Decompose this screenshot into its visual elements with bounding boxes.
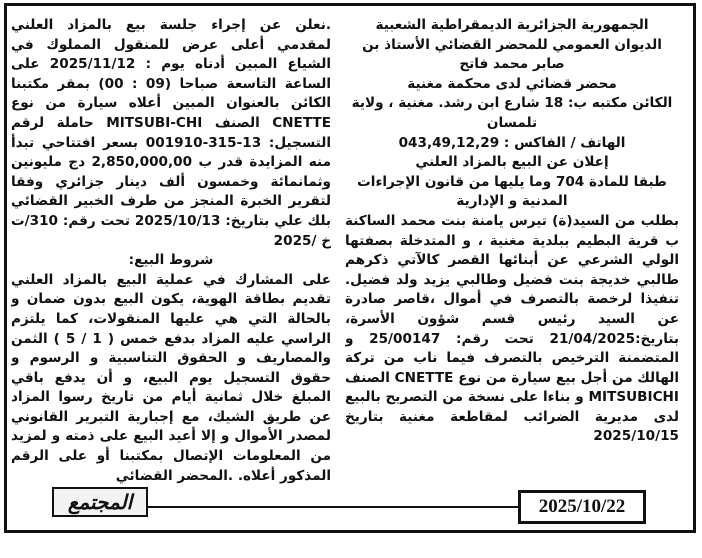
notice-body-right: بطلب من السيد(ة) تيرس يامنة بنت محمد الساكنة ب قرية البطيم ببلدية مغنية ، و المتدخلة بصفتها الولي الشرعي عن أبنائها القصر كالآتي ذكرهم طالبي خديجة بنت فضيل وطالبي يزيد ولد فضيل. تنفيذا لرخصة بالتصرف في أموال ،قاصر صادرة عن السيد رئيس قسم شؤون الأسرة، بتاريخ:21/04/2025 تحت رقم: 25/00147 و المتضمنة الترخيص بالتصرف فيما ناب من تركة الهالك من أجل بيع سيارة من نوع CNETTE الصنف MITSUBICHI و بناءا على نسخة من التصريح بالبيع لدى مديرية الضرائب لمقاطعة مغنية بتاريخ 2025/10/15	[345, 212, 679, 445]
office-phone: الهاتف / الفاكس : 043,49,12,29	[398, 134, 626, 151]
conditions-title: شروط البيع:	[128, 252, 214, 269]
announcement-title: إعلان عن البيع بالمزاد العلني	[415, 154, 609, 171]
header-office: الديوان العمومي للمحضر القضائي الأستاذ بن صابر محمد فاتح	[362, 36, 662, 73]
notice-frame	[4, 3, 696, 533]
notice-left-column	[11, 16, 331, 486]
conditions-body: على المشارك في عملية البيع بالمزاد العلني تقديم بطاقة الهوية، يكون البيع بدون ضمان و بالحالة التي هي عليها المنقولات، كما يلتزم الراسي عليه المزاد بدفع خمس ( 1 / 5 ) الثمن والمصاريف و الحقوق التناسبية و الرسوم و حقوق التسجيل يوم البيع، و أن يدفع باقي المبلغ خلال ثمانية أيام من تاريخ رسوا المزاد عن طريق الشيك، مع إجبارية التبرير القانوني لمصدر الأموال و إلا أعيد البيع على ذمته و لمزيد من المعلومات الإتصال بمكتبنا أو على الرقم المذكور أعلاه. .المحضر القضائي	[11, 271, 331, 484]
auction-intro: .نعلن عن إجراء جلسة بيع بالمزاد العلني لمقدمي أعلى عرض للمنقول المملوك في الشياع المبين أدناه يوم : 2025/11/12 على الساعة التاسعة صباحا (09 : 00) بمقر مكتبنا الكائن بالعنوان المبين أعلاه سيارة من نوع CNETTE الصنف MITSUBI-CHI حاملة لرقم التسجيل: 13-315-001910 بسعر افتتاحي تبدأ منه المزايدة قدر ب 2,850,000,00 دج مليونين وثمانمائة وخمسون ألف دينار جزائري وفقا لتقرير الخبرة المنجز من طرف الخبير القضائي بلك علي بتاريخ: 2025/10/13 تحت رقم: 310/ت خ /2025	[11, 17, 331, 249]
notice-right-column	[345, 16, 679, 486]
footer-divider	[148, 506, 518, 508]
header-bailiff: محضر قضائي لدى محكمة مغنية	[407, 75, 617, 92]
newspaper-logo: المجتمع	[52, 487, 148, 517]
header-republic: الجمهورية الجزائرية الديمقراطية الشعبية	[375, 17, 649, 33]
publication-date: 2025/10/22	[518, 490, 646, 524]
legal-basis: طبقا للمادة 704 وما يليها من قانون الإجراءات المدنية و الإدارية	[357, 173, 667, 210]
office-address: الكائن مكتبه ب: 18 شارع ابن رشد. مغنية ، ولاية تلمسان	[351, 95, 673, 131]
